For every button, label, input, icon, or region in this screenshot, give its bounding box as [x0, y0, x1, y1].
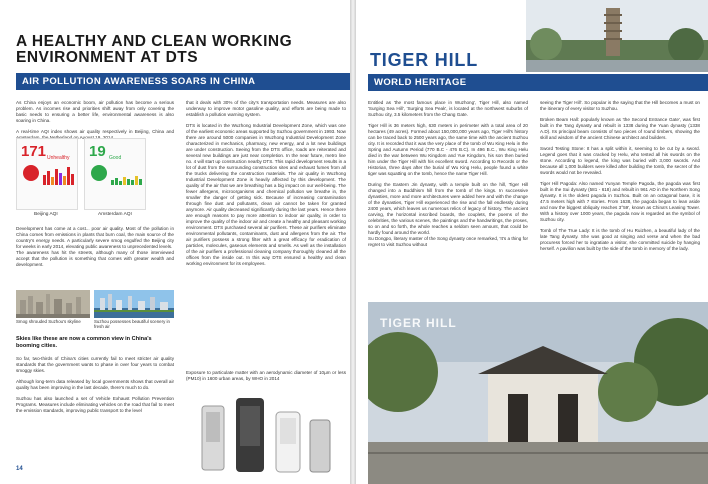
pull-quote: Skies like these are now a common view in China's booming cities. [16, 336, 152, 349]
section-band-right: WORLD HERITAGE [368, 74, 708, 91]
headline-line-2: ENVIRONMENT AT DTS [16, 49, 199, 66]
left-column-1-middle [16, 226, 174, 273]
paragraph: Sword Testing Stone: It has a split within it, seeming to be cut by a sword. Legend goes that it was cracked by Helu, who tested all his swords on the stone. According to legend, the king was buried with 3,000 swords. And because all 1,000 builders were killed after building the tomb, the secret of the swords would not be revealed. [540, 146, 700, 175]
happy-face-icon [91, 165, 107, 181]
paragraph: seeing the Tiger Hill'. So popular is the saying that the Hill becomes a must on the itinerary of every visitor to Suzhou. [540, 100, 700, 111]
aqi-value-amsterdam: 19 [89, 143, 106, 160]
right-page [356, 0, 708, 484]
sad-face-icon [23, 165, 39, 181]
paragraph: DTS is located in the Wuzhong Industrial Development Zone, which was one of the earliest economic areas supported by Suzhou government in 1993. Now there are around 5000 companies in Wuzhong Industrial Development Zone characterized in mechanics, pharmacy, new energy, and a lot new buildings are under construction. Seeing from the DTS office, roads are reiterated and several new buildings are just near completion. In the near future, metro line no. 4 will start up construction nearby DTS. This rapid development results in a lot of dust from the surrounding construction sites and exhaust fumes from all the trucks delivering the construction materials. The air quality in Wuzhong Industrial Development Zone is heavily affected by this development. The quality of the air that we are breathing has a big impact on our well-being. The fewer allergens, microorganisms and chemical pollution we breathe in, the smaller the danger of getting sick. Because of increasing contamination through fine dust and pollutants, clean air cannot be taken for granted anymore. Air quality decreased significantly during the last years. Hence there are enough reasons to pay more attention to indoor air quality, in order to improve the quality of the indoor air and create a healthy and pleasant working environment. DTS purchased several air purifiers. These air purifiers eliminate environmental pollutants, contaminants, dust and allergens from the air. The air purifiers possess a strong filter with a great efficacy for eradication of particles, molecules, gaseous elements and smells. As well as the installation of the air purifiers a professional cleaning company thoroughly cleaned all the offices from the inside out. In this way DTS ensured a healthy and clean working environment for its employees. [186, 123, 347, 266]
paragraph: The awareness has hit the streets, although many of those interviewed accept that the pollution is something that comes with greater wealth and development. [16, 250, 174, 267]
aqi-panel-amsterdam [84, 138, 146, 210]
left-page [0, 0, 350, 484]
paragraph: Although long-term data released by local governments shows that overall air quality has been improving in the last decade, there's much to do. [16, 379, 174, 390]
aqi-history-bars [111, 165, 143, 185]
page-number: 14 [16, 466, 23, 472]
paragraph: that it deals with 30% of the city's transportation needs. Measures are also underway to improve motor gasoline quality, and efforts are being made to establish a pollution warning system. [186, 100, 346, 117]
paragraph: Development has come at a cost... poor air quality. Most of the pollution in China comes from emissions in plants that burn coal, the main source of the country's energy needs. A particularly severe smog engulfed the Beijing city for weeks in early 2014, elevating public awareness to unprecedented levels. [16, 226, 174, 249]
headline-line-1: A HEALTHY AND CLEAN WORKING [16, 33, 293, 50]
paragraph: A real-time AQI index shows air quality respectively in Beijing, China and [16, 129, 174, 134]
aqi-comparison [16, 138, 148, 222]
photo-clear-skyline [94, 290, 174, 318]
air-purifiers-image [180, 392, 346, 476]
photo-caption-smog: Smog shrouded Suzhou's skyline [16, 319, 81, 324]
paragraph: Tiger Hill Pagoda: Also named Yunyan Temple Pagoda, the pagoda was first built in the Sui dynasty (581 - 618) and rebuilt in 961 AD in the Northern Song dynasty. It is the oldest pagoda in Suzhou. Built on an octagonal base, it is 47.5 meters high with 7 stories. From 1638, the pagoda began to lean aside and now the biggest obliquity reaches 3°59', known as China's Leaning Tower. With a history over 1000 years, the pagoda now is regarded as the symbol of Suzhou city. [540, 181, 700, 222]
paragraph: Exposure to particulate matter with an aerodynamic diameter of 10µm or less (PM10) in 1600 urban areas, by WHO in 2014 [186, 370, 346, 381]
paragraph: Entitled as 'the most famous place in Wuzhong', Tiger Hill, also named 'Surging Sea Hill', 'Surging Sea Peak', is located at the northwest suburbs of Suzhou city, 3.5 kilometers from the Chang Gate. [368, 100, 528, 117]
paragraph: Broken Beam Hall: popularly known as 'the Second Entrance Gate', was first built in the Tang dynasty and rebuilt in 1338 during the Yuan dynasty (1338 A.D). Its principal beam consists of two pieces of round timbers, showing the skill and wisdom of the ancient Chinese architect and builders. [540, 117, 700, 140]
photo-tiger-hill-gate [368, 302, 708, 484]
aqi-status-amsterdam: Good [109, 155, 122, 161]
left-column-2-bottom [186, 370, 346, 387]
photo-banner-title: TIGER HILL [380, 316, 457, 330]
paragraph: So far, two-thirds of China's cities currently fail to meet stricter air quality standards that the government wants to phase in over four years to combat smoggy skies. [16, 356, 174, 373]
photo-caption-clear: Suzhou possesses beautiful scenery in fresh air [94, 319, 170, 330]
right-column-2 [540, 100, 700, 257]
photo-smog-skyline [16, 290, 90, 318]
article-headline [16, 34, 346, 66]
aqi-caption-amsterdam: Amsterdam AQI [98, 212, 132, 217]
right-column-1 [368, 100, 528, 253]
paragraph: During the Eastern Jin dynasty, with a temple built on the hill, Tiger Hill changed into a Buddhism hill from the tomb of the kings. In successive dynasties, more and more architectures were added here and with the change of the dynasties, Tiger Hill experienced the rise and the fall endlessly during 2400 years, which leaves us numerous relics of legacy of history. The ancient carving, the horizontal inscribed boards, the couplets, the poems of the celebrities, the various scenes, the paintings and the handwritings, the proses, so on and so forth, the whole reaches a seldom seen amount, that could be hardly found around the world. [368, 182, 528, 235]
article-headline-right: TIGER HILL [370, 50, 478, 70]
paragraph: Tiger Hill is 36 meters high, 630 meters in perimeter with a total area of 20 hectares (49 acres). Formed about 150,000,000 years ago, Tiger Hill's history can be traced back to 2500 years ago, the same time with the ancient Suzhou city. It is recorded that it was the very place of the tomb of Wu King Helu in the Spring and Autumn Period (770 B.C - 476 B.C). In 496 B.C., Wu King Helu died in the war between Wu Kingdom and Yue Kingdom, his son then buried him under the Tiger Hill with his excellent sword. According to Records or the Historian, three days after the burial of Wu King Helu, people found a white tiger was squatting on the tomb, hence the name Tiger Hill. [368, 123, 528, 176]
left-column-1-bottom [16, 356, 174, 419]
aqi-value-beijing: 171 [21, 143, 47, 160]
paragraph: As China enjoys an economic boom, air pollution has become a serious problem. As incomes rise and priorities shift away from only covering the basic needs to ensuring a better life, environmental awareness is also soaring in China. [16, 100, 174, 123]
left-column-2 [186, 100, 346, 272]
aqi-caption-beijing: Beijing AQI [34, 212, 58, 217]
paragraph: Suzhou has also launched a set of Vehicle Exhaust Pollution Prevention Programs. Measures include eliminating vehicles on the road that fail to meet the emission standards, improving public transport to the level [16, 396, 174, 413]
paragraph: Su Dongpo, literary master of the Song dynasty once remarked, 'It's a thing for regret to visit Suzhou without [368, 236, 528, 247]
aqi-history-bars [43, 165, 75, 185]
aqi-status-beijing: Unhealthy [47, 155, 70, 161]
photo-tiger-hill-pagoda [526, 0, 708, 72]
aqi-panel-beijing [16, 138, 78, 210]
section-band: AIR POLLUTION AWARENESS SOARS IN CHINA [16, 73, 350, 90]
paragraph: Tomb of The True Lady: It is the tomb of Hu Ruizhen, a beautiful lady of the late Tang dynasty. She was good at singing and verse and when the bad procuress forced her to ingratiate a visitor, she committed suicide by hanging herself. A pavilion was built by the side of the tomb in memory of the lady. [540, 228, 700, 251]
